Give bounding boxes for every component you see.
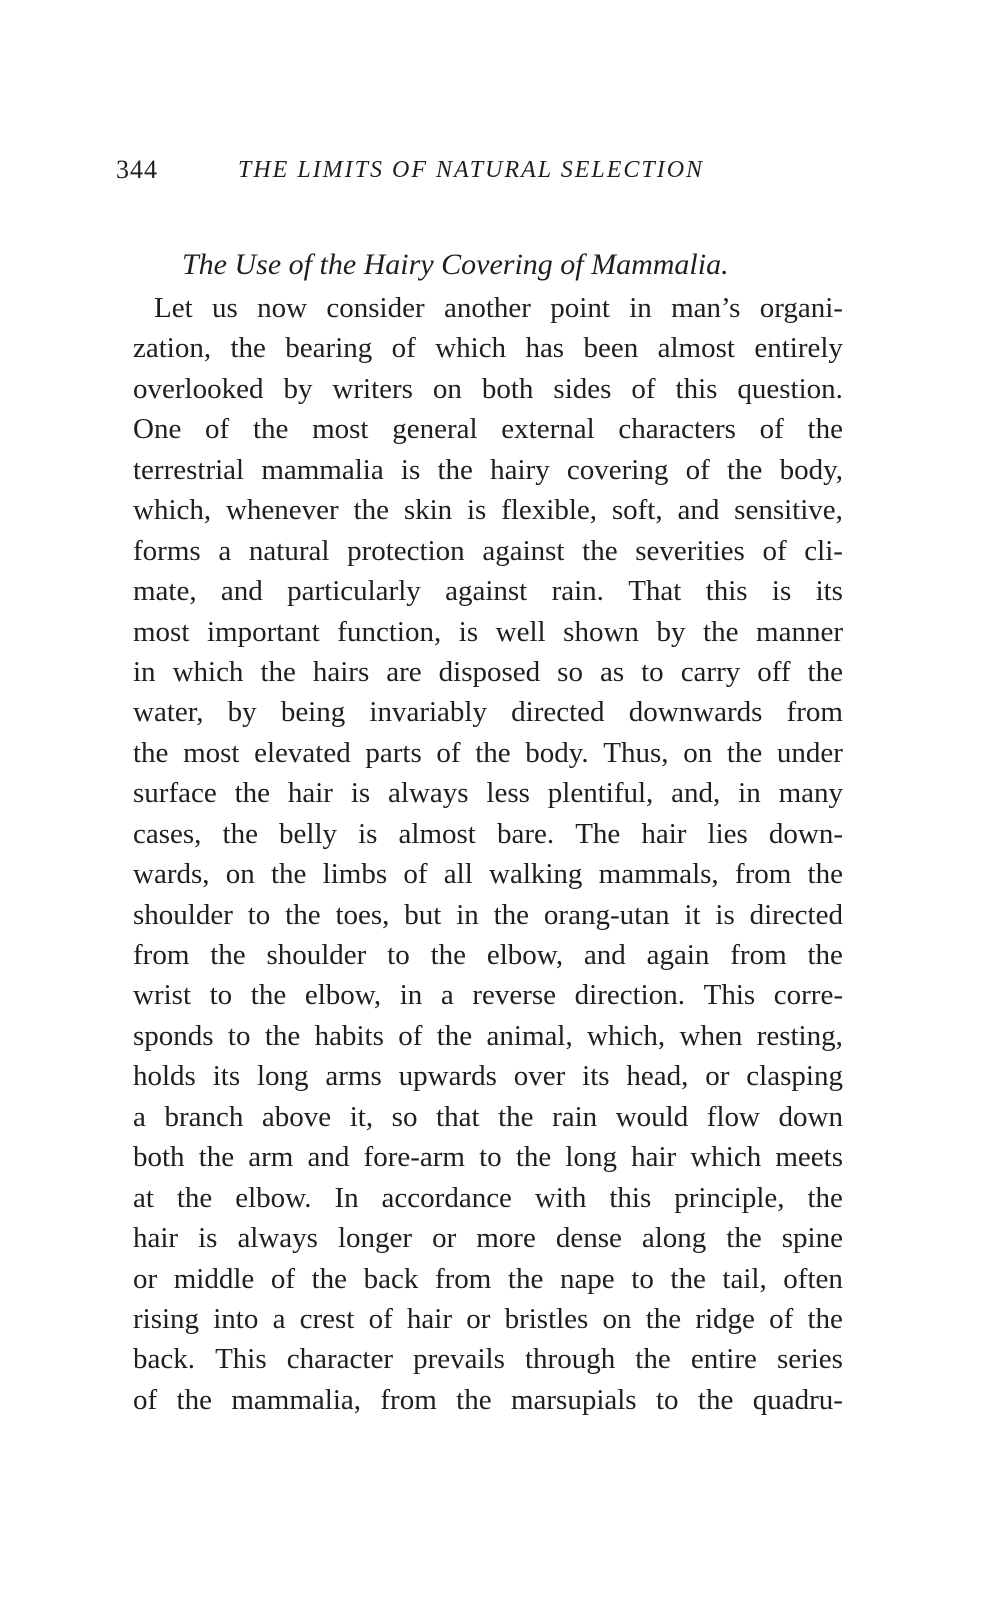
text-line: holds its long arms upwards over its head, or clasping [133, 1060, 843, 1093]
text-line: water, by being invariably directed downwards from [133, 696, 843, 729]
text-line: rising into a crest of hair or bristles on the ridge of the [133, 1302, 843, 1335]
text-line: wrist to the elbow, in a reverse direction. This corre- [133, 979, 843, 1012]
text-line: the most elevated parts of the body. Thus, on the under [133, 736, 843, 769]
text-line: forms a natural protection against the severities of cli- [133, 534, 843, 567]
text-line: shoulder to the toes, but in the orang-utan it is directed [133, 898, 843, 931]
text-line: from the shoulder to the elbow, and again from the [133, 939, 843, 971]
text-line: of the mammalia, from the marsupials to the quadru- [133, 1383, 843, 1416]
text-line: zation, the bearing of which has been almost entirely [133, 332, 843, 365]
text-line: mate, and particularly against rain. That this is its [133, 575, 843, 608]
text-line: One of the most general external characters of the [133, 413, 843, 446]
text-line: wards, on the limbs of all walking mammals, from the [133, 858, 843, 891]
text-line: in which the hairs are disposed so as to carry off the [133, 655, 843, 688]
page-number: 344 [116, 155, 158, 184]
text-line: cases, the belly is almost bare. The hair lies down- [133, 817, 843, 850]
text-line: or middle of the back from the nape to the tail, often [133, 1262, 843, 1295]
text-line: sponds to the habits of the animal, which, when resting, [133, 1019, 843, 1052]
text-line: terrestrial mammalia is the hairy covering of the body, [133, 453, 843, 486]
running-title: THE LIMITS OF NATURAL SELECTION [238, 157, 705, 183]
text-line: back. This character prevails through the entire series [133, 1343, 843, 1376]
body-text [133, 288, 843, 1420]
text-line: at the elbow. In accordance with this principle, the [133, 1181, 843, 1214]
running-head [116, 150, 756, 190]
text-line: overlooked by writers on both sides of this question. [133, 372, 843, 405]
text-line: hair is always longer or more dense along the spine [133, 1222, 843, 1255]
text-line: most important function, is well shown by the manner [133, 615, 843, 648]
text-line: surface the hair is always less plentiful, and, in many [133, 777, 843, 810]
text-line: both the arm and fore-arm to the long hair which meets [133, 1141, 843, 1174]
text-line: Let us now consider another point in man’s organi- [154, 292, 843, 324]
text-line: a branch above it, so that the rain would flow down [133, 1100, 843, 1133]
text-line: which, whenever the skin is flexible, soft, and sensitive, [133, 494, 843, 527]
section-title: The Use of the Hairy Covering of Mammalia. [182, 248, 729, 281]
